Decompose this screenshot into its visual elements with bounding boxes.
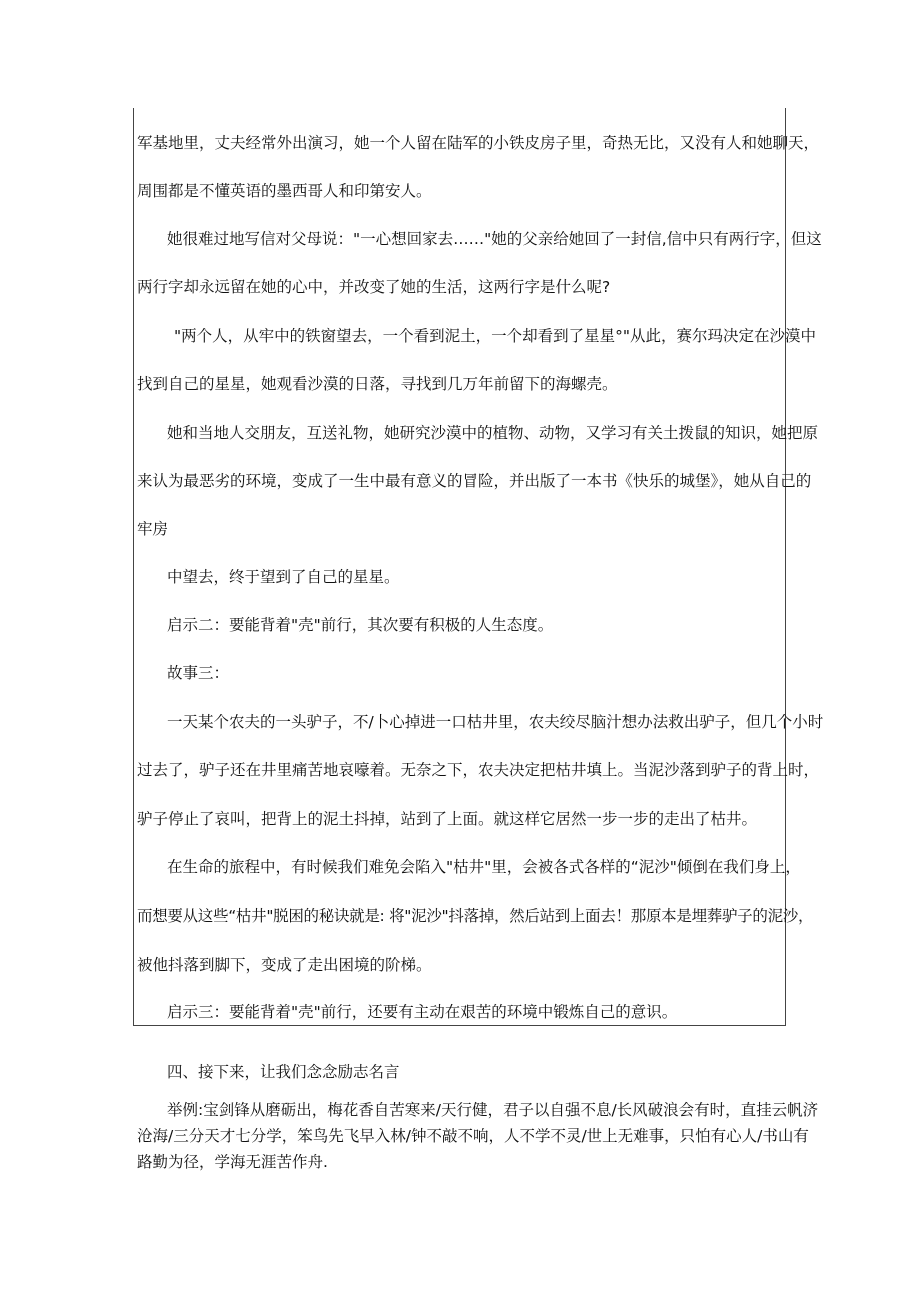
- box-line: 一天某个农夫的一头驴子，不/卜心掉进一口枯井里，农夫绞尽脑汁想办法救出驴子，但几个小时: [167, 713, 824, 731]
- box-line: 牢房: [137, 520, 169, 538]
- box-line: 军基地里，丈夫经常外出演习，她一个人留在陆军的小铁皮房子里，奇热无比，又没有人和她聊天，: [137, 134, 820, 152]
- section-heading: 四、接下来，让我们念念励志名言: [167, 1063, 400, 1081]
- box-line: 故事三：: [167, 664, 230, 682]
- box-line: 她很难过地写信对父母说："一心想回家去……"她的父亲给她回了一封信,信中只有两行字，但这: [167, 230, 822, 248]
- box-line: 中望去，终于望到了自己的星星。: [167, 568, 400, 586]
- box-line: 在生命的旅程中，有时候我们难免会陷入"枯井"里，会被各式各样的“泥沙"倾倒在我们身上，: [167, 858, 801, 876]
- paragraph-line: 沧海/三分天才七分学，笨鸟先飞早入林/钟不敲不响，人不学不灵/世上无难事，只怕有心人/书山有: [137, 1127, 809, 1145]
- box-line: 周围都是不懂英语的墨西哥人和印第安人。: [137, 182, 432, 200]
- box-line: 过去了，驴子还在井里痛苦地哀嚎着。无奈之下，农夫决定把枯井填上。当泥沙落到驴子的背上时，: [137, 761, 820, 779]
- box-line: 启示三：要能背着"壳"前行，还要有主动在艰苦的环境中锻炼自己的意识。: [167, 1003, 678, 1021]
- box-line: 驴子停止了哀叫，把背上的泥土抖掉，站到了上面。就这样它居然一步一步的走出了枯井。: [137, 810, 758, 828]
- box-line: 启示二：要能背着"壳"前行，其次要有积极的人生态度。: [167, 616, 554, 634]
- box-line: 两行字却永远留在她的心中，并改变了她的生活，这两行字是什么呢?: [137, 278, 611, 296]
- box-line: 找到自己的星星，她观看沙漠的日落，寻找到几万年前留下的海螺壳。: [137, 375, 618, 393]
- box-line: 她和当地人交朋友，互送礼物，她研究沙漠中的植物、动物，又学习有关土拨鼠的知识，她把原: [167, 424, 819, 442]
- box-line: 来认为最恶劣的环境，变成了一生中最有意义的冒险，并出版了一本书《快乐的城堡》，她从自己的: [137, 472, 812, 490]
- box-line: 被他抖落到脚下，变成了走出困境的阶梯。: [137, 956, 432, 974]
- box-line: 而想要从这些“枯井"脱困的秘诀就是: 将"泥沙"抖落掉，然后站到上面去！那原本是埋葬驴子的泥沙，: [137, 907, 814, 925]
- paragraph-line: 路勤为径，学海无涯苦作舟.: [137, 1153, 328, 1171]
- box-line: "两个人，从牢中的铁窗望去，一个看到泥土，一个却看到了星星°"从此，赛尔玛决定在沙漠中: [174, 327, 817, 345]
- paragraph-line: 举例:宝剑锋从磨砺出，梅花香自苦寒来/天行健，君子以自强不息/长风破浪会有时，直挂云帆济: [167, 1101, 819, 1119]
